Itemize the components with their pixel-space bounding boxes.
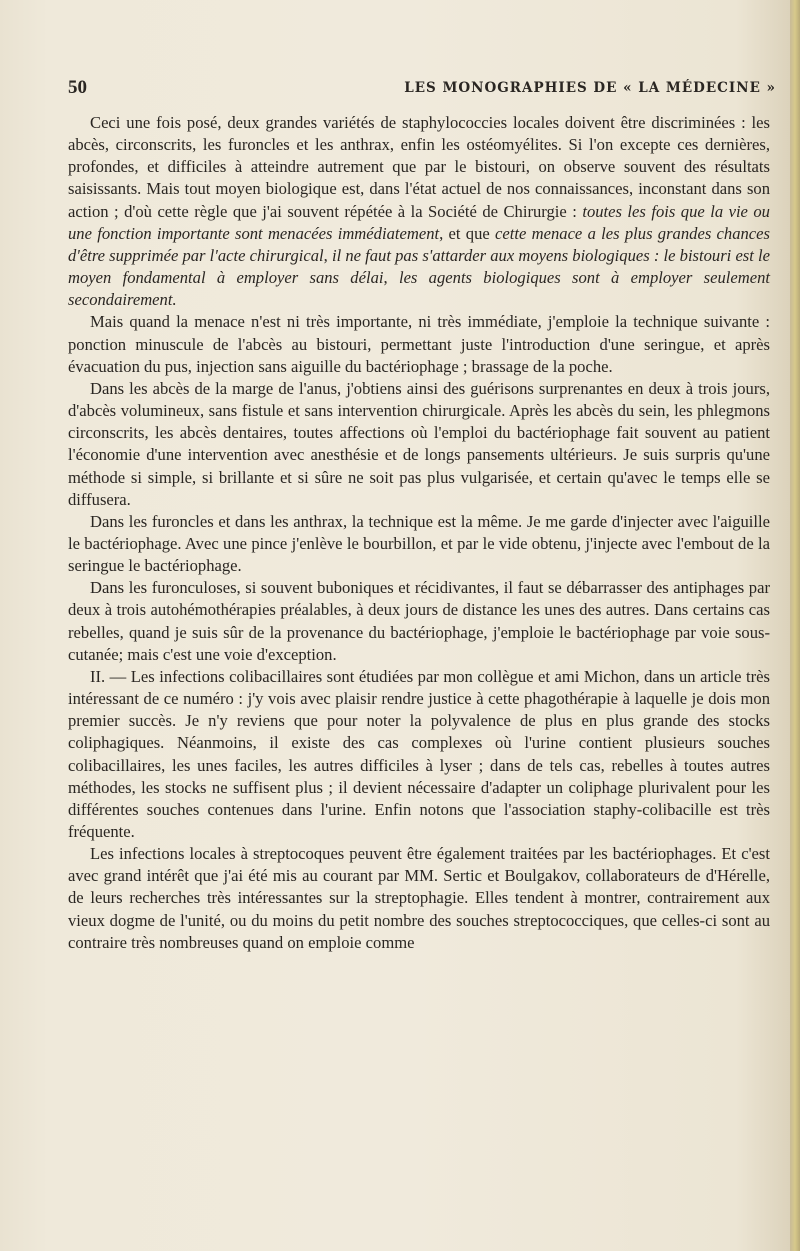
text-run: , [323, 245, 332, 265]
italic-text: cette menace a les plus grandes chances d'être supprimée par l'acte chirurgical [68, 223, 770, 265]
body-text [68, 112, 770, 954]
paragraph [68, 843, 770, 954]
page-number: 50 [68, 77, 87, 98]
text-run: Les infections locales à streptocoques peuvent être également traitées par les bactériophages. Et c'est avec grand intérêt que j'ai été mis au courant par MM. Sertic et Boulgakov, collaborateurs de d'Hérelle, de leurs recherches très intéressantes sur la streptophagie. Elles tendent à montrer, contrairement aux vieux dogme de l'unité, ou du moins du petit nombre des souches streptococciques, que celles-ci sont au contraire très nombreuses quand on emploie comme [68, 844, 770, 952]
italic-text: les agents biologiques sont à employer seulement secondairement. [68, 268, 770, 310]
italic-text: toutes les fois que la vie ou une fonction importante sont menacées immédiatement [68, 201, 770, 243]
paragraph [68, 666, 770, 843]
paragraph [68, 112, 770, 311]
text-run: Dans les furonculoses, si souvent buboniques et récidivantes, il faut se débarrasser des antiphages par deux à trois autohémothérapies préalables, à deux jours de distance les unes des autres. Dans certains cas rebelles, quand je suis sûr de la provenance du bactériophage, j'emploie le bactériophage par voie sous-cutanée; mais c'est une voie d'exception. [68, 578, 770, 664]
text-run: , et que [439, 223, 496, 243]
paragraph [68, 511, 770, 577]
text-run: , [383, 268, 399, 288]
page-edge [790, 0, 800, 1251]
text-run: Ceci une fois posé, deux grandes variétés de staphylococcies locales doivent être discriminées : les abcès, circonscrits, les furoncles et les anthrax, enfin les ostéomyélites. Si l'on excepte ces dernières, profondes, et difficiles à atteindre autrement que par le bistouri, on observe souvent des résultats saisissants. Mais tout moyen biologique est, dans l'état actuel de nos connaissances, inconstant dans son action ; d'où cette règle que j'ai souvent répétée à la Société de Chirurgie : [68, 113, 770, 221]
text-run: Mais quand la menace n'est ni très importante, ni très immédiate, j'emploie la technique suivante : ponction minuscule de l'abcès au bistouri, permettant juste l'introduction d'une seringue, et après évacuation du pus, injection sans aiguille du bactériophage ; brassage de la poche. [68, 312, 770, 376]
running-title: LES MONOGRAPHIES DE « LA MÉDECINE » [404, 80, 776, 96]
italic-text: il ne faut pas s'attarder aux moyens biologiques : le bistouri est le moyen fondamental à employer sans délai [68, 245, 770, 288]
paragraph [68, 577, 770, 666]
paragraph [68, 311, 770, 377]
paragraph [68, 378, 770, 511]
text-run: Dans les furoncles et dans les anthrax, la technique est la même. Je me garde d'injecter avec l'aiguille le bactériophage. Avec une pince j'enlève le bourbillon, et par le vide obtenu, j'injecte avec l'embout de la seringue le bactériophage. [68, 511, 770, 576]
page-header [68, 77, 776, 101]
text-run: II. — Les infections colibacillaires sont étudiées par mon collègue et ami Michon, dans un article très intéressant de ce numéro : j'y vois avec plaisir rendre justice à cette phagothérapie à laquelle je dois mon premier succès. Je n'y reviens que pour noter la polyvalence de plus en plus grande des stocks coliphagiques. Néanmoins, il existe des cas complexes où l'urine contient plusieurs souches colibacillaires, les unes faciles, les autres difficiles à lyser ; dans de tels cas, rebelles à toutes autres méthodes, les stocks ne suffisent plus ; il devient nécessaire d'adapter un coliphage plurivalent pour les différentes souches contenues dans l'urine. Enfin notons que l'association staphy-colibacille est très fréquente. [68, 666, 770, 841]
text-run: Dans les abcès de la marge de l'anus, j'obtiens ainsi des guérisons surprenantes en deux à trois jours, d'abcès volumineux, sans fistule et sans intervention chirurgicale. Après les abcès du sein, les phlegmons circonscrits, les abcès dentaires, toutes affections où l'emploi du bactériophage fait souvent au patient l'économie d'une intervention avec anesthésie et de longs pansements ultérieurs. Je suis surpris qu'une méthode si simple, si brillante et si sûre ne soit pas plus vulgarisée, et certain qu'avec le temps elle se diffusera. [68, 378, 770, 509]
